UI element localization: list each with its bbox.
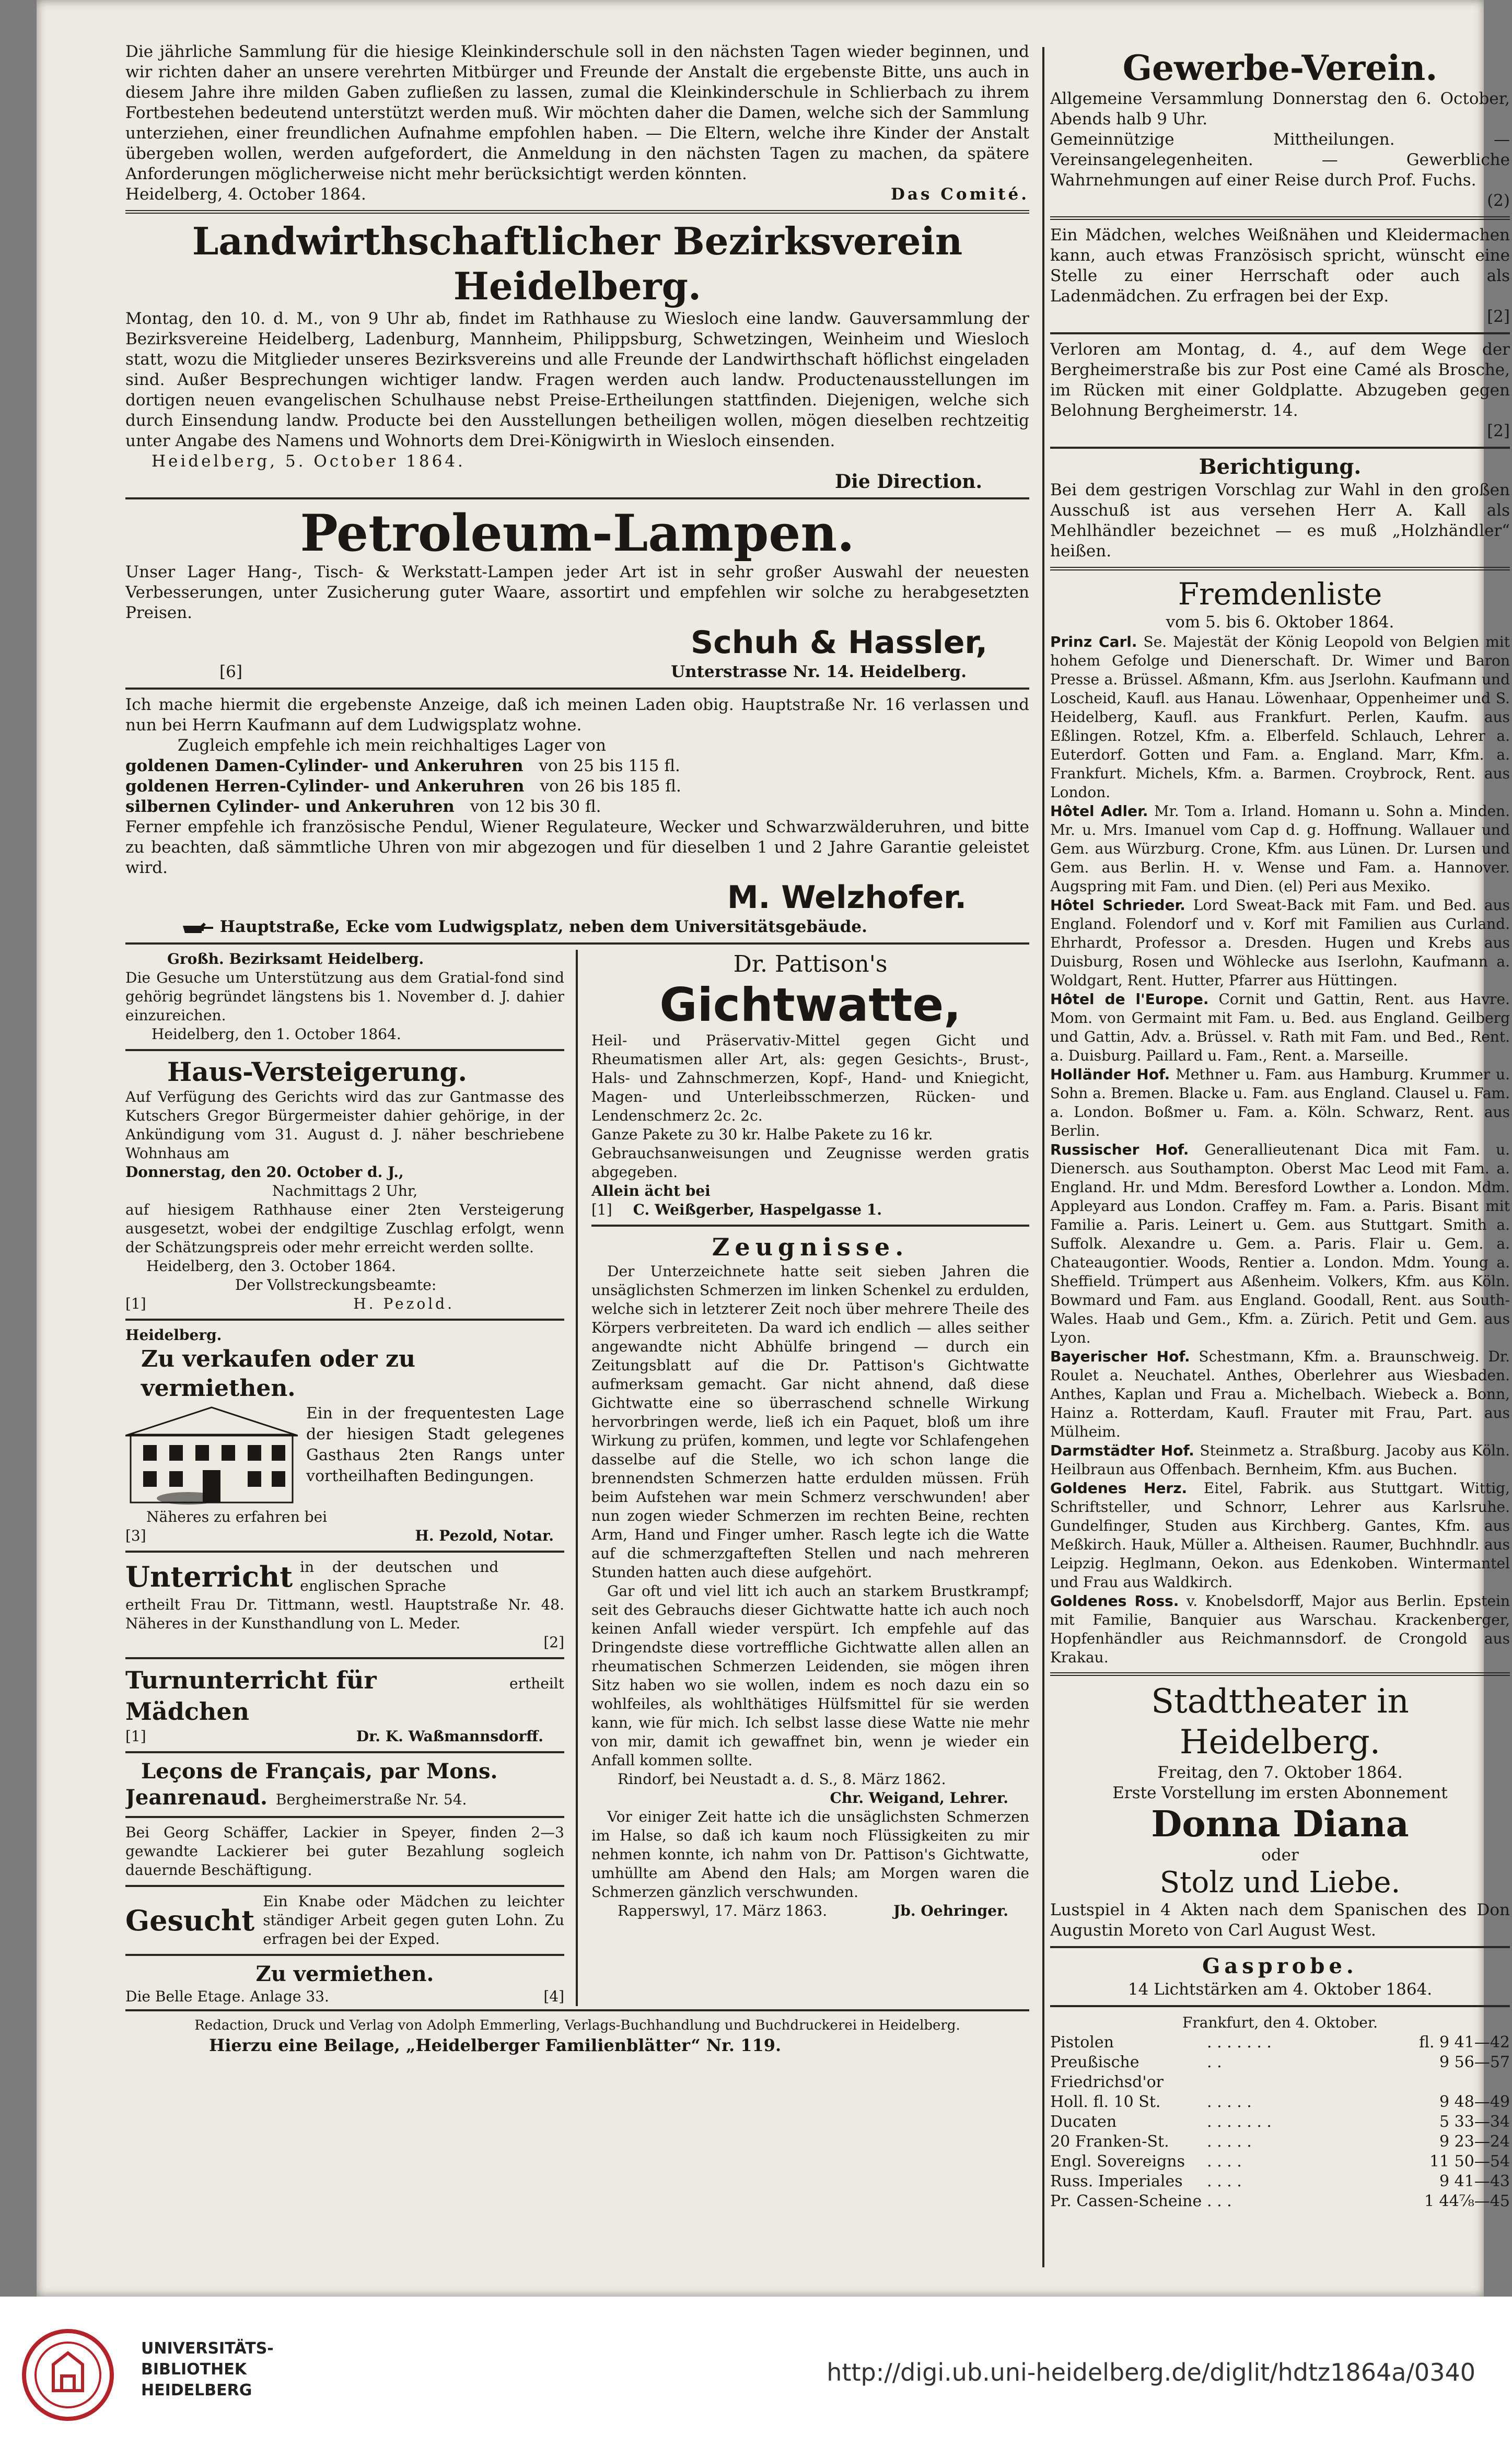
- hotel-name: Hôtel de l'Europe.: [1050, 991, 1209, 1008]
- rate-name: Russ. Imperiales: [1050, 2172, 1183, 2191]
- gewerbe-text2: Gemeinnützige Mittheilungen. — Vereinsangelegenheiten. — Gewerbliche Wahrnehmungen auf einer Reise durch Prof. Fuchs.: [1050, 130, 1510, 190]
- rate-row: [1050, 2152, 1510, 2172]
- guest-entry: [1050, 1140, 1510, 1347]
- gichtwatte-intro: Heil- und Präservativ-Mittel gegen Gicht und Rheumatismen aller Art, als: gegen Gesichts-, Brust-, Hals- und Zahnschmerzen, Kopf-, Hand- und Kniegicht, Magen- und Unterleibsschmerzen, Rücken- und Lendenschmerz 2c. 2c.: [591, 1032, 1029, 1124]
- theater-oder: oder: [1261, 1846, 1299, 1865]
- gasthaus-sign-row: [125, 1527, 564, 1545]
- theater-description: Lustspiel in 4 Akten nach dem Spanischen des Don Augustin Moreto von Carl August West.: [1050, 1901, 1510, 1940]
- watch-item-price: von 26 bis 185 fl.: [540, 777, 681, 796]
- rate-row: [1050, 2053, 1510, 2092]
- divider: [125, 1751, 564, 1753]
- sub-column-b: [578, 950, 1029, 2006]
- divider: [1050, 1672, 1510, 1676]
- rate-name: Holl. fl. 10 St.: [1050, 2093, 1161, 2111]
- permalink[interactable]: http://digi.ub.uni-heidelberg.de/diglit/hdtz1864a/0340: [827, 2358, 1475, 2386]
- divider: [1050, 216, 1510, 220]
- hotel-name: Bayerischer Hof.: [1050, 1348, 1190, 1365]
- french-title: Leçons de Français, par Mons.: [141, 1759, 498, 1784]
- gichtwatte-price: Ganze Pakete zu 30 kr. Halbe Pakete zu 16 kr.: [591, 1126, 933, 1143]
- divider: [1050, 447, 1510, 449]
- landw-signature: Die Direction.: [834, 471, 982, 493]
- gichtwatte-gratis: Gebrauchsanweisungen und Zeugnisse werden gratis abgegeben.: [591, 1145, 1029, 1181]
- theater-subtitle: Stolz und Liebe.: [1159, 1866, 1401, 1900]
- kinderschule-signature: Das Comité.: [891, 185, 1029, 204]
- imprint: Redaction, Druck und Verlag von Adolph Emmerling, Verlags-Buchhandlung und Buchdruckerei in Heidelberg.: [194, 2018, 960, 2033]
- watch-item-label: goldenen Herren-Cylinder- und Ankeruhren: [125, 777, 525, 796]
- zeugnis-2: Gar oft und viel litt ich auch an starkem Brustkrampf; seit des Gebrauchs dieser Gichtwatte hatte ich auch noch keinen Anfall wieder verspürt. Ich empfehle auf das Dringendste diese vortreffliche Gichtwatte allen allen an rheumatischen Schmerzen Leidenden, sie mögen ihren Sitz haben wo sie wollen, indem es noch dazu ein so wohlfeiles, als wohlthätiges Hülfsmittel für sie werden kann, wie für mich. Ich selbst lasse diese Watte nie mehr von mir, damit ich gewaffnet bin, wenn je wieder ein Anfall kommen sollte.: [591, 1582, 1029, 1769]
- theater-date: Freitag, den 7. Oktober 1864.: [1157, 1763, 1403, 1782]
- kinderschule-text: Die jährliche Sammlung für die hiesige Kleinkinderschule soll in den nächsten Tagen wieder beginnen, und wir richten daher an unsere verehrten Mitbürger und Freunde der Anstalt die ergebenste Bitte, uns auch in diesem Jahre ihre milden Gaben zufließen zu lassen, zumal die Kleinkinderschule in Schlierbach zu ihrem Fortbestehen bedeutend unterstützt werden muß. Wir möchten daher die Damen, welche sich der Sammlung unterziehen, einer freundlichen Aufnahme empfohlen haben. — Die Eltern, welche ihre Kinder der Anstalt übergeben wollen, werden aufgefordert, die Anmeldung in den nächsten Tagen zu machen, da spätere Anforderungen möglicherweise nicht mehr berücksichtigt werden könnten.: [125, 42, 1029, 183]
- hotel-name: Russischer Hof.: [1050, 1141, 1189, 1158]
- pointing-hand-icon: [183, 922, 214, 934]
- watch-item-price: von 25 bis 115 fl.: [539, 756, 680, 775]
- gasthaus-name: H. Pezold, Notar.: [415, 1527, 554, 1544]
- rate-value: 9 48—49: [1439, 2093, 1510, 2111]
- guest-text: Steinmetz a. Straßburg. Jacoby aus Köln. Heilbraun aus Offenbach. Bernheim, Kfm. aus Buchen.: [1050, 1442, 1510, 1478]
- gasthaus-place: Heidelberg.: [125, 1326, 222, 1344]
- schaeffer-text: Bei Georg Schäffer, Lackier in Speyer, finden 2—3 gewandte Lackierer bei guter Bezahlung sogleich dauernde Beschäftigung.: [125, 1824, 564, 1879]
- gichtwatte-seller-row: [591, 1201, 1029, 1219]
- haus-more: auf hiesigem Rathhause einer 2ten Versteigerung ausgesetzt, wobei der endgiltige Zuschlag erfolgt, wenn der Schätzungspreis oder mehr erreicht werden sollte.: [125, 1201, 564, 1256]
- watch-item: [125, 756, 1029, 776]
- rates-head: Frankfurt, den 4. Oktober.: [1182, 2014, 1378, 2031]
- watch-item-label: goldenen Damen-Cylinder- und Ankeruhren: [125, 756, 524, 775]
- gewerbe-text: Allgemeine Versammlung Donnerstag den 6. October, Abends halb 9 Uhr.: [1050, 89, 1510, 129]
- turn-number: [1]: [125, 1728, 146, 1745]
- rate-row: [1050, 2033, 1510, 2053]
- kinderschule-date: Heidelberg, 4. October 1864.: [125, 185, 366, 204]
- guest-entry: [1050, 990, 1510, 1065]
- rate-name: Pistolen: [1050, 2033, 1114, 2052]
- rate-row: [1050, 2172, 1510, 2192]
- zeugnis-1: Der Unterzeichnete hatte seit sieben Jahren die unsäglichsten Schmerzen im linken Schenkel zu erdulden, welche sich in letzterer Zeit noch über mehrere Theile des Körpers verbreiteten. Da ward ich endlich — alles seither angewandte nicht Abhülfe bringend — durch ein Zeitungsblatt auf die Dr. Pattison's Gichtwatte aufmerksam gemacht. Gar nicht ahnend, daß diese Gichtwatte eine so überraschend schnelle Wirkung hervorbringen werde, ließ ich ein Paquet, bloß um ihre Wirkung zu prüfen, kommen, und legte vor Schlafengehen dasselbe auf die Stelle, wo ich schon lange die brennendsten Schmerzen hatte erdulden müssen. Früh beim Aufstehen war mein Schmerz verschwunden! aber nun zogen wieder Schmerzen im rechten Beine, rechten Arm, Hand und Finger umher. Rasch legte ich die Watte auf die schmerzgafteften Stellen und nach mehreren Stunden hatten auch diese aufgehört.: [591, 1263, 1029, 1581]
- guest-entry: [1050, 1065, 1510, 1140]
- amt-date: Heidelberg, den 1. October 1864.: [152, 1026, 401, 1043]
- institution-line: BIBLIOTHEK: [141, 2360, 247, 2379]
- rate-row: [1050, 2092, 1510, 2112]
- column-divider: [1042, 47, 1044, 2267]
- guest-text: Methner u. Fam. aus Hamburg. Krummer u. Sohn a. Bremen. Blacke u. Fam. aus England. Clausel u. Fam. a. London. Boßmer u. Fam. a. Köln. Schwarz, Rent. aus Berlin.: [1050, 1066, 1510, 1139]
- gasthaus-text: Ein in der frequentesten Lage der hiesigen Stadt gelegenes Gasthaus 2ten Rangs unter vortheilhaften Bedingungen.: [306, 1404, 564, 1485]
- gichtwatte-head: Dr. Pattison's: [733, 951, 888, 977]
- guest-entry: [1050, 1592, 1510, 1667]
- petroleum-title: Petroleum-Lampen.: [300, 504, 855, 563]
- fremdenliste-title: Fremdenliste: [1178, 576, 1382, 612]
- berichtigung-title: Berichtigung.: [1199, 455, 1362, 479]
- haus-text: Auf Verfügung des Gerichts wird das zur Gantmasse des Kutschers Gregor Bürgermeister dahier gehörige, in der Ankündigung vom 31. August d. J. näher beschriebene Wohnhaus am: [125, 1088, 564, 1162]
- rate-dots: . . . .: [1207, 2172, 1242, 2191]
- gasprobe-title: Gasprobe.: [1202, 1954, 1358, 1978]
- verloren-number: [2]: [1487, 422, 1510, 440]
- gasthaus-info: Näheres zu erfahren bei: [146, 1508, 328, 1525]
- guest-text: Mr. Tom a. Irland. Homann u. Sohn a. Minden. Mr. u. Mrs. Imanuel vom Cap d. g. Hoffnung. Wallauer und Gem. aus Würzburg. Crone, Kfm. aus Lünen. Dr. Lursen und Gem. aus Berlin. H. v. Wense und Fam. a. Hannover. Augspring mit Fam. und Dien. (el) Peri aus Mexiko.: [1050, 802, 1510, 895]
- vermiethen-title: Zu vermiethen.: [255, 1962, 434, 1986]
- haus-official: Der Vollstreckungsbeamte:: [235, 1276, 437, 1294]
- haus-date2: Heidelberg, den 3. October 1864.: [146, 1257, 396, 1275]
- rate-name: Engl. Sovereigns: [1050, 2152, 1185, 2171]
- rate-value: 9 56—57: [1439, 2053, 1510, 2071]
- institution-line: HEIDELBERG: [141, 2381, 252, 2400]
- gasthaus-title: Zu verkaufen oder zu vermiethen.: [141, 1346, 415, 1402]
- kinderschule-sign-row: [125, 184, 1029, 205]
- gewerbe-title: Gewerbe-Verein.: [1122, 48, 1438, 88]
- gichtwatte-seller-number: [1]: [591, 1201, 612, 1218]
- rate-dots: . . . . . . .: [1207, 2033, 1272, 2052]
- verloren-text: Verloren am Montag, d. 4., auf dem Wege der Bergheimerstraße bis zur Post eine Camé als Brosche, im Rücken mit einer Goldplatte. Abzugeben gegen Belohnung Bergheimerstr. 14.: [1050, 340, 1510, 420]
- watch-item: [125, 776, 1029, 797]
- rate-name: Pr. Cassen-Scheine: [1050, 2192, 1202, 2210]
- zeugnis-2-name: Chr. Weigand, Lehrer.: [830, 1789, 1008, 1807]
- guest-text: Lord Sweat-Back mit Fam. und Bed. aus England. Folendorf und v. Korf mit Familien aus Curland. Ehrhardt, Professor a. Dresden. Hugen und Krebs aus Duisburg, Rosen und Wöhlecke aus Iserlohn, Kaufmann a. Woldgart, Rent. Hutter, Pfarrer aus Hüttingen.: [1050, 896, 1510, 989]
- rate-value: 1 44⅞—45: [1424, 2192, 1510, 2210]
- french-row: [125, 1785, 564, 1811]
- turn-aside: ertheilt: [509, 1675, 564, 1692]
- zeugnis-3-name: Jb. Oehringer.: [893, 1902, 1008, 1919]
- unterricht-aside: in der deutschen und englischen Sprache: [300, 1558, 499, 1594]
- divider: [1050, 1946, 1510, 1948]
- guest-entry: [1050, 802, 1510, 896]
- theater-title: Stadttheater in Heidelberg.: [1151, 1682, 1409, 1762]
- vermiethen-text: Die Belle Etage. Anlage 33.: [125, 1988, 329, 2005]
- rate-name: Preußische Friedrichsd'or: [1050, 2053, 1164, 2091]
- fremdenliste-subtitle: vom 5. bis 6. Oktober 1864.: [1166, 613, 1394, 632]
- supplement-note: Hierzu eine Beilage, „Heidelberger Familienblätter“ Nr. 119.: [209, 2035, 782, 2055]
- left-column: [125, 0, 1029, 2241]
- divider: [125, 942, 1029, 945]
- rate-dots: . . . . .: [1207, 2093, 1252, 2111]
- university-seal-icon: [21, 2328, 115, 2422]
- haus-time: Nachmittags 2 Uhr,: [272, 1182, 418, 1199]
- french-address: Bergheimerstraße Nr. 54.: [275, 1791, 467, 1808]
- two-column-section: [125, 950, 1029, 2006]
- gichtwatte-seller: C. Weißgerber, Haspelgasse 1.: [633, 1201, 882, 1218]
- french-name: Jeanrenaud.: [125, 1785, 267, 1810]
- gasprobe-text: 14 Lichtstärken am 4. Oktober 1864.: [1127, 1980, 1433, 1999]
- hotel-name: Hôtel Schrieder.: [1050, 896, 1185, 914]
- guest-text: Generallieutenant Dica mit Fam. u. Dienersch. aus Southampton. Oberst Mac Leod mit Fam. a. England. Hr. und Mdm. Beresford Lowther a. London. Mdm. Appleyard aus London. Craffey m. Fam. a. Paris. Bisant mit Familie a. Paris. Leinert u. Gem. aus Stuttgart. Smith a. Suffolk. Alexandre u. Gem. a. Paris. Flair u. Gem. a. Chateaugontier. Woods, Rentier a. London. Mdm. Young a. Sheffield. Trümpert aus Aßenheim. Volkers, Kfm. aus Köln. Bowmard und Fam. aus England. Goodall, Rent. aus South-Wales. Haab und Gem., Kfm. a. Zürich. Petit und Gem. aus Lyon.: [1050, 1141, 1510, 1346]
- landw-title: Landwirthschaftlicher Bezirksverein Heidelberg.: [192, 219, 963, 308]
- hotel-name: Hôtel Adler.: [1050, 802, 1148, 820]
- guest-entry: [1050, 1347, 1510, 1441]
- library-footer: [0, 2297, 1512, 2446]
- turn-sign-row: [125, 1727, 564, 1746]
- rate-value: 9 41—43: [1439, 2172, 1510, 2191]
- divider: [125, 1657, 564, 1659]
- divider: [125, 210, 1029, 214]
- unterricht-title: Unterricht: [125, 1560, 293, 1593]
- divider: [125, 1049, 564, 1051]
- hotel-name: Holländer Hof.: [1050, 1066, 1170, 1083]
- divider: [1050, 2005, 1510, 2007]
- maedchen-number: [2]: [1487, 307, 1510, 326]
- gesucht-title: Gesucht: [125, 1904, 255, 1937]
- guest-text: Schestmann, Kfm. a. Braunschweig. Dr. Roulet a. Neuchatel. Anthes, Oberlehrer aus Wiesbaden. Anthes, Kaplan und Frau a. Michelbach. Wiebeck a. Bonn, Hainz a. Rotterdam, Kaufl. Frauter mit Frau, Part. aus Mülheim.: [1050, 1348, 1510, 1440]
- rate-value: 5 33—34: [1439, 2113, 1510, 2131]
- divider: [125, 1319, 564, 1321]
- berichtigung-text: Bei dem gestrigen Vorschlag zur Wahl in den großen Ausschuß ist aus versehen Herr A. Kall als Mehlhändler bezeichnet — es muß „Holzhändler“ heißen.: [1050, 481, 1510, 561]
- divider: [125, 497, 1029, 499]
- rate-dots: . . . . . . .: [1207, 2113, 1272, 2131]
- rate-name: Ducaten: [1050, 2113, 1117, 2131]
- divider: [125, 1885, 564, 1887]
- rate-dots: . . . . .: [1207, 2133, 1252, 2151]
- zeugnisse-title: Zeugnisse.: [712, 1233, 909, 1261]
- haus-title: Haus-Versteigerung.: [167, 1056, 467, 1087]
- hotel-name: Darmstädter Hof.: [1050, 1442, 1194, 1459]
- vermiethen-row: [125, 1987, 564, 2006]
- maedchen-text: Ein Mädchen, welches Weißnähen und Kleidermachen kann, auch etwas Französisch spricht, wünscht eine Stelle zu einer Herrschaft oder auch als Ladenmädchen. Zu erfragen bei der Exp.: [1050, 226, 1510, 306]
- zeugnis-2-place: Rindorf, bei Neustadt a. d. S., 8. März 1862.: [618, 1771, 946, 1788]
- gesucht-text: Ein Knabe oder Mädchen zu leichter ständiger Arbeit gegen guten Lohn. Zu erfragen bei der Exped.: [263, 1893, 564, 1948]
- guest-text: v. Knobelsdorff, Major aus Berlin. Epstein mit Familie, Banquier aus Warschau. Krackenberger, Hopfenhändler aus Reichmannsdorf. de Crongold aus Krakau.: [1050, 1592, 1510, 1666]
- institution-line: UNIVERSITÄTS-: [141, 2339, 274, 2358]
- gichtwatte-seller-head: Allein ächt bei: [591, 1182, 711, 1199]
- rate-value: 11 50—54: [1429, 2152, 1510, 2171]
- watch-item: [125, 797, 1029, 817]
- rate-name: 20 Franken-St.: [1050, 2133, 1169, 2151]
- divider: [125, 688, 1029, 690]
- petroleum-text: Unser Lager Hang-, Tisch- & Werkstatt-Lampen jeder Art ist in sehr großer Auswahl der neuesten Verbesserungen, unter Zusicherung guter Waare, assortirt und empfehlen wir solche zu herabgesetzten Preisen.: [125, 563, 1029, 622]
- guest-entry: [1050, 1441, 1510, 1479]
- turn-name: Dr. K. Waßmannsdorff.: [356, 1728, 543, 1745]
- gichtwatte-title: Gichtwatte,: [659, 978, 961, 1032]
- amt-title: Großh. Bezirksamt Heidelberg.: [167, 950, 424, 968]
- right-column: [1050, 0, 1510, 2241]
- institution-name: [141, 2338, 274, 2401]
- divider: [125, 2009, 1029, 2011]
- divider: [1050, 567, 1510, 570]
- petroleum-firm: Schuh & Hassler,: [691, 624, 987, 661]
- zeugnis-3: Vor einiger Zeit hatte ich die unsäglichsten Schmerzen im Halse, so daß ich kaum noch Flüssigkeiten zu mir nehmen konnte, ich nahm von Dr. Pattison's Gichtwatte, umhüllte am Abend den Hals; am Morgen waren die Schmerzen gänzlich verschwunden.: [591, 1808, 1029, 1901]
- rate-value: fl. 9 41—42: [1418, 2033, 1510, 2052]
- landw-text: Montag, den 10. d. M., von 9 Uhr ab, findet im Rathhause zu Wiesloch eine landw. Gauversammlung der Bezirksvereine Heidelberg, Ladenburg, Mannheim, Philippsburg, Schwetzingen, Weinheim und Wiesloch statt, wozu die Mitglieder unseres Bezirksvereins und alle Freunde der Landwirthschaft höflichst eingeladen sind. Außer Besprechungen wichtiger landw. Fragen werden auch landw. Productenausstellungen im dortigen neuen evangelischen Schulhause nebst Preise-Ertheilungen stattfinden. Diejenigen, welche sich durch Einsendung landw. Producte bei den Ausstellungen betheiligen wollen, mögen dieselben rechtzeitig unter Angabe des Namens und Wohnorts dem Drei-Königwirth in Wiesloch einsenden.: [125, 309, 1029, 450]
- sub-column-a: [125, 950, 578, 2006]
- unterricht-text: ertheilt Frau Dr. Tittmann, westl. Hauptstraße Nr. 48. Näheres in der Kunsthandlung von L. Meder.: [125, 1596, 564, 1632]
- rate-dots: . .: [1207, 2053, 1222, 2071]
- welzhofer-more: Ferner empfehle ich französische Pendul, Wiener Regulateure, Wecker und Schwarzwälderuhren, und bitte zu beachten, daß sämmtliche Uhren von mir abgezogen und für dieselben 1 und 2 Jahre Garantie geleistet wird.: [125, 818, 1029, 877]
- guest-text: Eitel, Fabrik. aus Stuttgart. Wittig, Schriftsteller, und Schnorr, Lehrer aus Karlsruhe. Gundelfinger, Studen aus Kirchberg. Gantes, Kfm. aus Meßkirch. Hauk, Müller a. Altheisen. Raumer, Buchhndlr. aus Leipzig. Heglmann, Oekon. aus Edenkoben. Wintermantel und Frau aus Waldkirch.: [1050, 1480, 1510, 1591]
- haus-date: Donnerstag, den 20. October d. J.,: [125, 1163, 404, 1181]
- guest-entry: [1050, 896, 1510, 990]
- landw-date: Heidelberg, 5. October 1864.: [152, 452, 466, 471]
- rate-dots: . . . .: [1207, 2152, 1242, 2171]
- turn-head: [125, 1664, 564, 1727]
- petroleum-number: [6]: [219, 662, 242, 681]
- rate-row: [1050, 2112, 1510, 2132]
- divider: [591, 1225, 1029, 1227]
- welzhofer-name: M. Welzhofer.: [727, 879, 967, 916]
- exchange-rates: [1050, 2033, 1510, 2211]
- inn-building-image: [125, 1403, 298, 1508]
- haus-name: H. Pezold.: [353, 1295, 455, 1312]
- hotel-name: Goldenes Ross.: [1050, 1592, 1179, 1610]
- welzhofer-address-row: [125, 917, 1029, 937]
- hotel-name: Prinz Carl.: [1050, 633, 1137, 650]
- gesucht-row: [125, 1892, 564, 1949]
- unterricht-number: [2]: [543, 1634, 564, 1651]
- fremdenliste: [1050, 633, 1510, 1667]
- zeugnis-3-date: Rapperswyl, 17. März 1863.: [618, 1902, 828, 1919]
- gewerbe-number: (2): [1487, 191, 1510, 210]
- gasthaus-number: [3]: [125, 1527, 146, 1544]
- petroleum-address: Unterstrasse Nr. 14. Heidelberg.: [671, 662, 967, 681]
- guest-entry: [1050, 633, 1510, 802]
- unterricht-head: [125, 1558, 564, 1595]
- divider: [1050, 332, 1510, 334]
- haus-number: [1]: [125, 1295, 146, 1312]
- welzhofer-offer: Zugleich empfehle ich mein reichhaltiges Lager von: [178, 736, 606, 755]
- haus-sign-row: [125, 1295, 564, 1313]
- hotel-name: Goldenes Herz.: [1050, 1480, 1188, 1497]
- watch-item-label: silbernen Cylinder- und Ankeruhren: [125, 797, 455, 816]
- turn-title: Turnunterricht für Mädchen: [125, 1666, 377, 1726]
- guest-entry: [1050, 1479, 1510, 1592]
- theater-play: Donna Diana: [1151, 1803, 1409, 1845]
- petroleum-address-row: [125, 662, 1029, 682]
- vermiethen-number: [4]: [543, 1988, 564, 2005]
- rate-row: [1050, 2132, 1510, 2152]
- rate-row: [1050, 2192, 1510, 2211]
- welzhofer-address: Hauptstraße, Ecke vom Ludwigsplatz, neben dem Universitätsgebäude.: [219, 917, 867, 936]
- divider: [125, 1954, 564, 1956]
- divider: [125, 1816, 564, 1818]
- divider: [125, 1551, 564, 1553]
- guest-text: Se. Majestät der König Leopold von Belgien mit hohem Gefolge und Dienerschaft. Dr. Wimer und Baron Presse a. Brüssel. Aßmann, Kfm. aus Jserlohn. Kaufmann und Loscheid, Kaufl. aus Hanau. Löwenhaar, Oppenheimer und S. Heidelberg, Kaufl. aus Frankfurt. Perlen, Kaufm. aus Eßlingen. Rotzel, Kfm. a. Elberfeld. Schlauch, Lehrer a. Euterdorf. Gotten und Fam. a. England. Marr, Kfm. a. Frankfurt. Michels, Kfm. a. Barmen. Croybrock, Rent. aus London.: [1050, 633, 1510, 801]
- zeugnis-3-sign-row: [591, 1902, 1029, 1920]
- theater-abonnement: Erste Vorstellung im ersten Abonnement: [1112, 1784, 1448, 1802]
- rate-dots: . . .: [1207, 2192, 1232, 2210]
- gasthaus-body: [125, 1403, 564, 1508]
- guest-text: Cornit und Gattin, Rent. aus Havre. Mom. von Germaint mit Fam. u. Bed. aus England. Geilberg und Gattin, Adv. a. Brüssel. v. Rath mit Fam. und Bed., Rent. a. Duisburg. Paillard u. Fam., Rent. a. Marseille.: [1050, 991, 1510, 1064]
- amt-text: Die Gesuche um Unterstützung aus dem Gratial-fond sind gehörig begründet längstens bis 1. November d. J. dahier einzureichen.: [125, 969, 564, 1024]
- rate-value: 9 23—24: [1439, 2133, 1510, 2151]
- welzhofer-intro: Ich mache hiermit die ergebenste Anzeige, daß ich meinen Laden obig. Hauptstraße Nr. 16 verlassen und nun bei Herrn Kaufmann auf dem Ludwigsplatz wohne.: [125, 695, 1029, 735]
- newspaper-page: [37, 0, 1510, 2297]
- watch-item-price: von 12 bis 30 fl.: [470, 797, 601, 816]
